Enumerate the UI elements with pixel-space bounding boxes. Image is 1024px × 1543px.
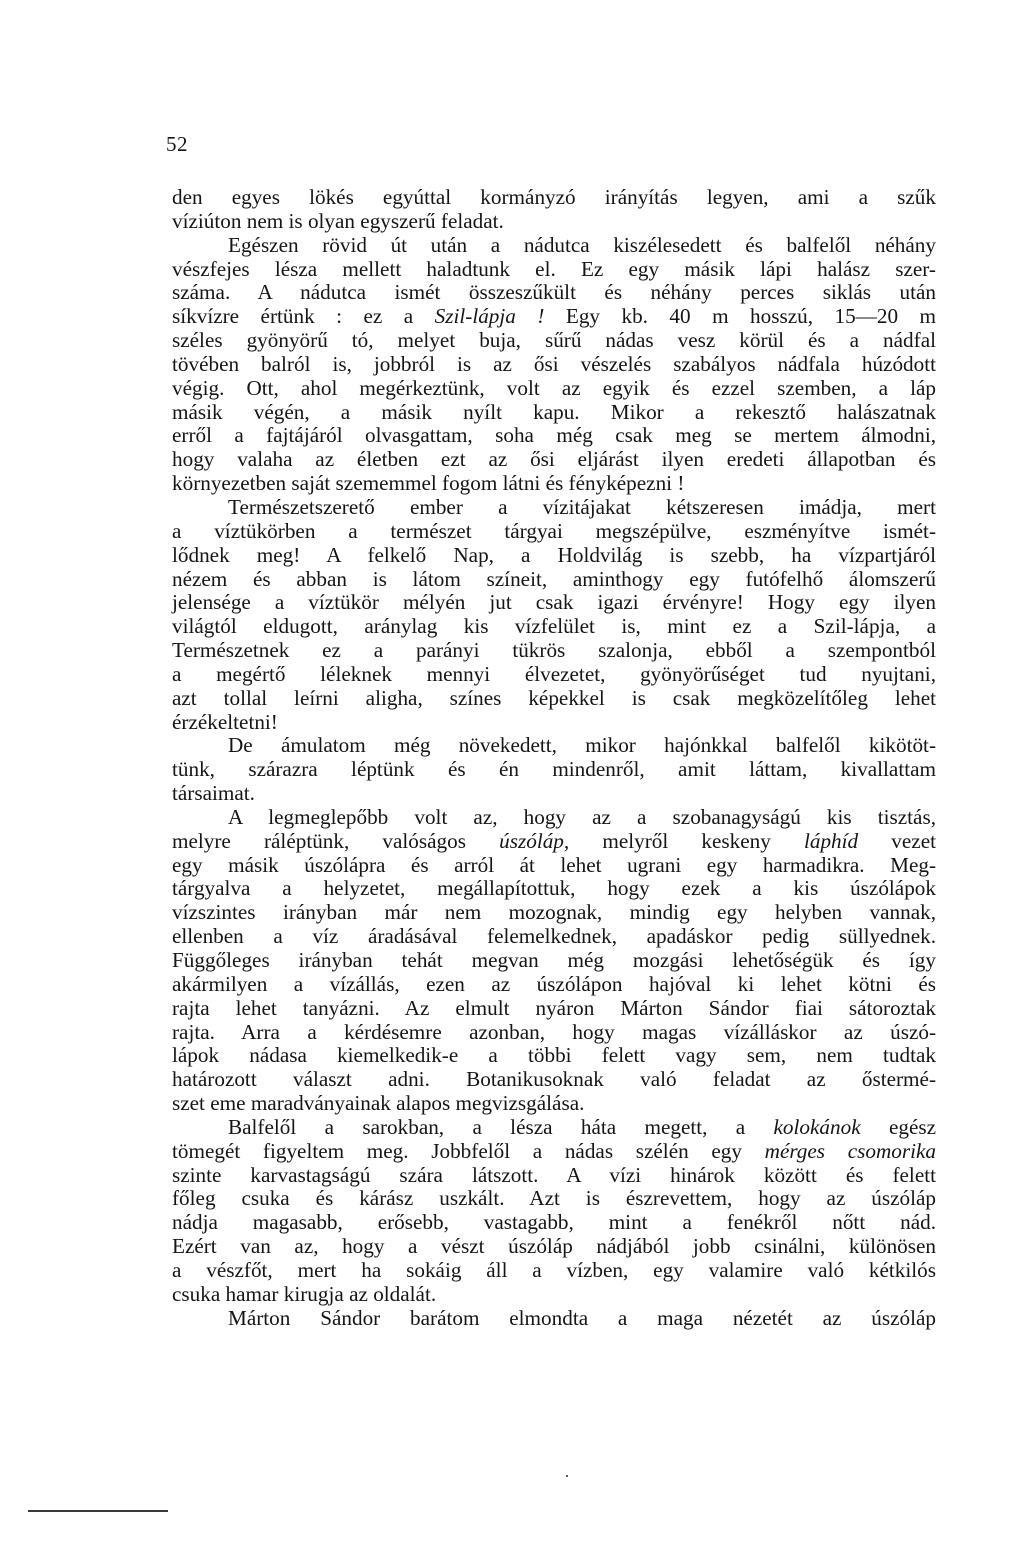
text-fragment: Egy kb. 40 m hosszú, 15—20 m [544,304,936,329]
text-line [172,258,936,282]
text-fragment: szet eme maradványainak alapos megvizsgálása. [172,1091,585,1116]
text-line [172,377,936,401]
text-line [172,1187,936,1211]
text-fragment: társaimat. [172,781,255,806]
text-line [172,758,936,782]
text-fragment: A legmeglepőbb volt az, hogy az a szobanagyságú kis tisztás, [228,804,936,829]
text-fragment: rajta lehet tanyázni. Az elmult nyáron Márton Sándor fiai sátoroztak [172,995,936,1020]
text-line [172,353,936,377]
text-fragment: széles gyönyörű tó, melyet buja, sűrű nádas vesz körül és a nádfal [172,328,936,353]
italic-term: úszóláp, [499,828,570,853]
text-line [172,1021,936,1045]
text-fragment: határozott választ adni. Botanikusoknak való feladat az őstermé- [172,1067,936,1092]
text-line [172,401,936,425]
text-line [172,1211,936,1235]
text-fragment: azt tollal leírni aligha, színes képekkel is csak megközelítőleg lehet [172,685,936,710]
text-fragment: víziúton nem is olyan egyszerű feladat. [172,208,504,233]
text-fragment: lődnek meg! A felkelő Nap, a Holdvilág is szebb, ha vízpartjáról [172,542,936,567]
text-line [172,591,936,615]
text-fragment: Márton Sándor barátom elmondta a maga nézetét az úszóláp [228,1305,936,1330]
italic-term: kolokánok [773,1114,861,1139]
text-fragment: jelensége a víztükör mélyén jut csak igazi érvényre! Hogy egy ilyen [172,590,936,615]
text-line [172,1044,936,1068]
text-fragment: tárgyalva a helyzetet, megállapítottuk, hogy ezek a kis úszólápok [172,876,936,901]
text-line [172,806,936,830]
text-fragment: vészfejes lésza mellett haladtunk el. Ez egy másik lápi halász szer- [172,256,936,281]
text-fragment: Balfelől a sarokban, a lésza háta megett, a [228,1114,774,1139]
text-line [172,281,936,305]
text-fragment: melyről keskeny [569,828,804,853]
text-line [172,734,936,758]
text-line [172,496,936,520]
body-text [172,186,936,1331]
text-line [172,1164,936,1188]
footer-rule [28,1510,168,1512]
text-fragment: Természetnek ez a parányi tükrös szalonja, ebből a szempontból [172,638,936,663]
italic-term: láphíd [803,828,859,853]
text-fragment: a vészfőt, mert ha sokáig áll a vízben, egy valamire való kétkilós [172,1257,936,1282]
text-fragment: egész [860,1114,936,1139]
text-fragment: egy másik úszólápra és arról át lehet ugrani egy harmadikra. Meg- [172,852,936,877]
text-line [172,1068,936,1092]
text-fragment: a víztükörben a természet tárgyai megszépülve, eszményítve ismét- [172,518,936,543]
text-line [172,1116,936,1140]
text-fragment: csuka hamar kirugja az oldalát. [172,1281,437,1306]
text-fragment: melyre ráléptünk, valóságos [172,828,500,853]
text-fragment: akármilyen a vízállás, ezen az úszólápon hajóval ki lehet kötni és [172,971,936,996]
text-fragment: lápok nádasa kiemelkedik-e a többi felett vagy sem, nem tudtak [172,1043,936,1068]
text-fragment: végig. Ott, ahol megérkeztünk, volt az egyik és ezzel szemben, a láp [172,375,936,400]
text-line [172,305,936,329]
text-fragment: hogy valaha az életben ezt az ősi eljárást ilyen eredeti állapotban és [172,447,936,472]
text-fragment: Természetszerető ember a vízitájakat kétszeresen imádja, mert [228,494,936,519]
text-fragment: síkvízre értünk : ez a [172,304,435,329]
text-fragment: környezetben saját szememmel fogom látni és fényképezni ! [172,471,685,496]
text-fragment: tömegét figyeltem meg. Jobbfelől a nádas szélén egy [172,1138,765,1163]
text-line [172,830,936,854]
text-fragment: den egyes lökés egyúttal kormányzó irányítás legyen, ami a szűk [172,185,936,209]
text-line [172,448,936,472]
text-line [172,711,936,735]
text-line [172,568,936,592]
text-fragment: főleg csuka és kárász uszkált. Azt is észrevettem, hogy az úszóláp [172,1186,936,1211]
text-fragment: másik végén, a másik nyílt kapu. Mikor a rekesztő halászatnak [172,399,936,424]
text-line [172,997,936,1021]
text-line [172,1307,936,1331]
text-line [172,687,936,711]
text-fragment: a megértő léleknek mennyi élvezetet, gyönyörűséget tud nyujtani, [172,661,936,686]
text-line [172,1140,936,1164]
print-speck [566,1475,568,1477]
text-line [172,663,936,687]
text-line [172,854,936,878]
text-line [172,639,936,663]
text-fragment: tünk, szárazra léptünk és én mindenről, amit láttam, kivallattam [172,757,936,782]
text-fragment: érzékeltetni! [172,709,278,734]
text-line [172,544,936,568]
text-fragment: vízszintes irányban már nem mozognak, mindig egy helyben vannak, [172,900,936,925]
text-fragment: ellenben a víz áradásával felemelkednek, apadáskor pedig süllyednek. [172,924,936,949]
text-fragment: Ezért van az, hogy a vészt úszóláp nádjából jobb csinálni, különösen [172,1234,936,1259]
text-line [172,615,936,639]
page-number: 52 [166,132,188,156]
text-line [172,520,936,544]
text-line [172,973,936,997]
text-line [172,877,936,901]
text-line [172,925,936,949]
text-line [172,782,936,806]
text-fragment: száma. A nádutca ismét összeszűkült és néhány perces siklás után [172,280,936,305]
text-line [172,186,936,210]
text-line [172,1283,936,1307]
text-line [172,329,936,353]
text-fragment: rajta. Arra a kérdésemre azonban, hogy magas vízálláskor az úszó- [172,1019,936,1044]
text-fragment: nézem és abban is látom színeit, aminthogy egy futófelhő álomszerű [172,566,936,591]
text-fragment: nádja magasabb, erősebb, vastagabb, mint a fenékről nőtt nád. [172,1210,936,1235]
text-fragment: szinte karvastagságú szára látszott. A vízi hinárok között és felett [172,1162,936,1187]
text-line [172,234,936,258]
text-fragment: világtól eldugott, aránylag kis vízfelület is, mint ez a Szil-lápja, a [172,614,936,639]
text-line [172,901,936,925]
text-fragment: De ámulatom még növekedett, mikor hajónkkal balfelől kikötöt- [228,733,936,758]
text-fragment: Egészen rövid út után a nádutca kiszélesedett és balfelől néhány [228,232,936,257]
text-fragment: tövében balról is, jobbról is az ősi vészelés szabályos nádfala húzódott [172,351,936,376]
text-line [172,1092,936,1116]
text-line [172,210,936,234]
text-fragment: Függőleges irányban tehát megvan még mozgási lehetőségük és így [172,948,936,972]
text-line [172,949,936,973]
italic-term: Szil-lápja ! [434,304,545,329]
text-fragment: erről a fajtájáról olvasgattam, soha még csak meg se mertem álmodni, [172,423,936,448]
text-line [172,472,936,496]
text-line [172,424,936,448]
text-line [172,1235,936,1259]
italic-term: mérges csomorika [764,1138,936,1163]
text-fragment: vezet [858,828,936,853]
text-line [172,1259,936,1283]
